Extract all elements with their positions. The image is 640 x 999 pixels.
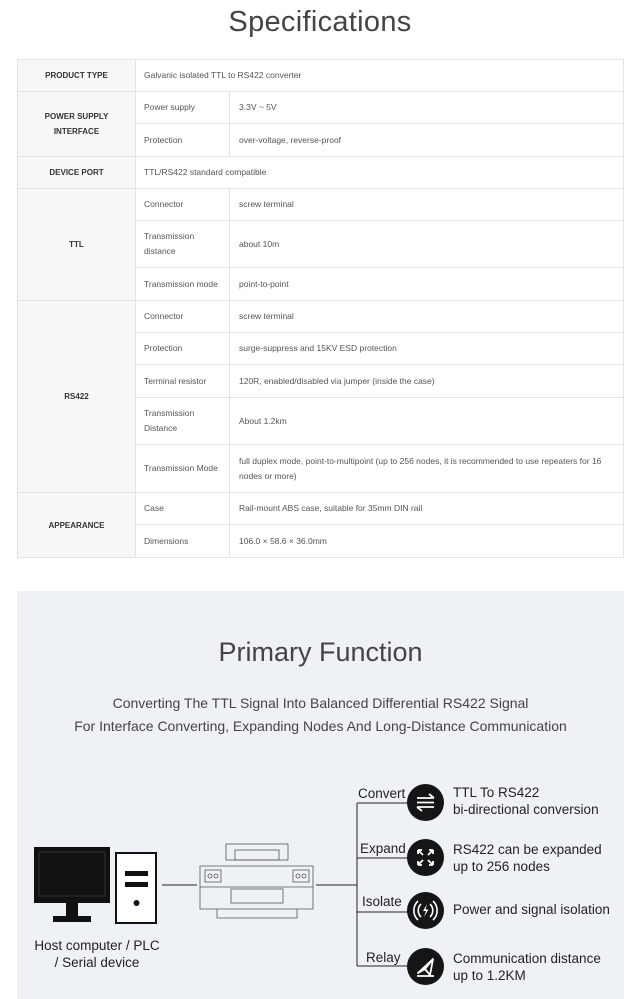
spec-value: 120R, enabled/disabled via jumper (inside the case) [230,365,624,398]
function-text-line2: bi-directional conversion [453,802,599,817]
function-text-expand [453,841,602,875]
spec-name: Protection [136,333,230,365]
function-label-expand: Expand [360,841,406,856]
relay-send-icon [407,948,444,985]
spec-name: Dimensions [136,525,230,558]
isolation-signal-icon [407,892,444,929]
primary-function-subtitle-line1: Converting The TTL Signal Into Balanced Differential RS422 Signal [112,695,529,711]
table-row [18,60,624,92]
spec-name: Transmission mode [136,268,230,301]
specifications-title: Specifications [228,6,412,38]
function-text-relay [453,950,601,984]
function-text-isolate [453,901,610,918]
expand-arrows-icon [407,839,444,876]
specifications-table [17,59,624,558]
function-text-line1: Power and signal isolation [453,902,610,917]
spec-name: Protection [136,124,230,157]
function-label-convert: Convert [358,786,406,801]
primary-function-section [17,591,624,999]
function-text-line1: TTL To RS422 [453,785,540,800]
spec-name: Power supply [136,92,230,124]
spec-name: Transmission Distance [136,398,230,445]
monitor-icon [34,847,110,922]
host-label-line2: / Serial device [54,955,140,970]
table-row [18,189,624,221]
pc-tower-icon [116,853,156,923]
table-row [18,301,624,333]
function-label-isolate: Isolate [362,894,402,909]
function-text-line1: Communication distance [453,951,601,966]
device-port-value: TTL/RS422 standard compatible [136,157,624,189]
spec-value: surge-suppress and 15KV ESD protection [230,333,624,365]
function-text-line2: up to 256 nodes [453,859,550,874]
function-text-line1: RS422 can be expanded [453,842,602,857]
product-type-value: Galvanic isolated TTL to RS422 converter [136,60,624,92]
spec-value: point-to-point [230,268,624,301]
spec-value: over-voltage, reverse-proof [230,124,624,157]
spec-name: Transmission distance [136,221,230,268]
spec-value: 106.0 × 58.6 × 36.0mm [230,525,624,558]
spec-value: full duplex mode, point-to-multipoint (up to 256 nodes, it is recommended to use repeaters for 16 nodes or more) [230,445,624,493]
category-ttl: TTL [18,189,136,301]
function-text-line2: up to 1.2KM [453,968,526,983]
spec-value: about 10m [230,221,624,268]
converter-device-image [200,844,313,918]
spec-value: screw terminal [230,301,624,333]
category-product-type: PRODUCT TYPE [18,60,136,92]
spec-name: Connector [136,301,230,333]
table-row [18,493,624,525]
convert-arrows-icon [407,784,444,821]
host-label [22,937,172,971]
primary-function-subtitle-line2: For Interface Converting, Expanding Nodes And Long-Distance Communication [74,718,567,734]
function-text-convert [453,784,599,818]
table-row [18,92,624,124]
spec-name: Terminal resistor [136,365,230,398]
spec-value: About 1.2km [230,398,624,445]
spec-value: screw terminal [230,189,624,221]
category-power-supply: POWER SUPPLY INTERFACE [18,92,136,157]
category-device-port: DEVICE PORT [18,157,136,189]
spec-value: 3.3V ~ 5V [230,92,624,124]
category-rs422: RS422 [18,301,136,493]
spec-name: Transmission Mode [136,445,230,493]
function-label-relay: Relay [366,950,401,965]
spec-name: Case [136,493,230,525]
primary-function-title: Primary Function [218,637,423,667]
spec-name: Connector [136,189,230,221]
category-appearance: APPEARANCE [18,493,136,558]
spec-value: Rail-mount ABS case, suitable for 35mm DIN rail [230,493,624,525]
table-row [18,157,624,189]
host-label-line1: Host computer / PLC [34,938,160,953]
